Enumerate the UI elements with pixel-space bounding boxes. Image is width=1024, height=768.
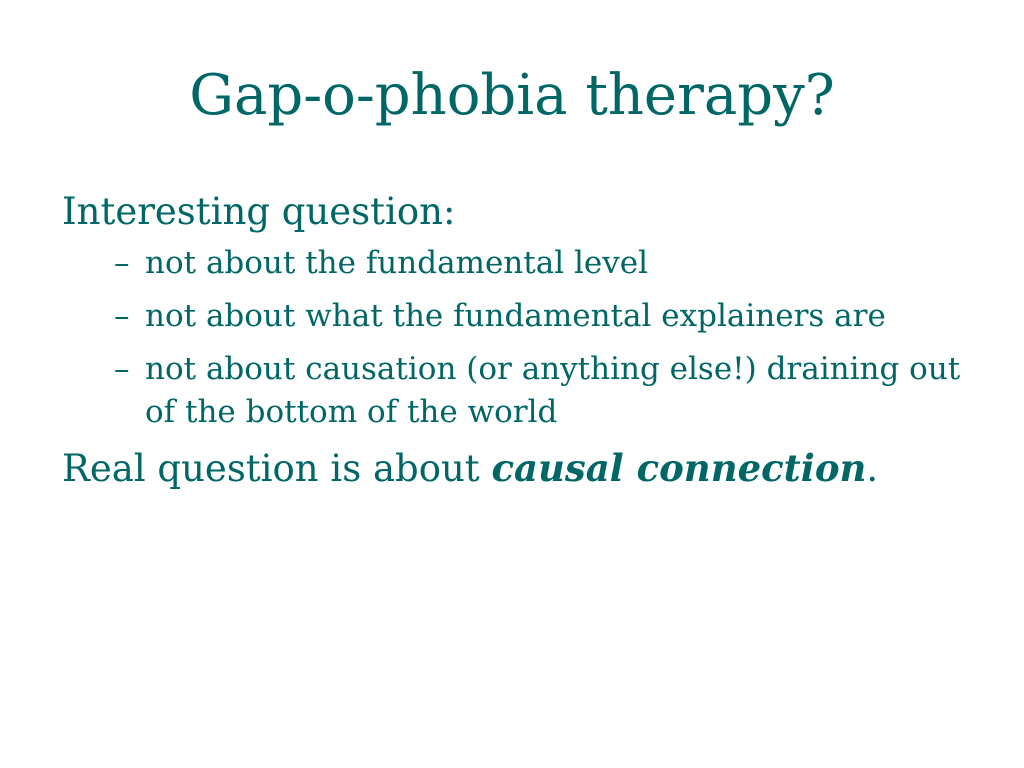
conclusion-point xyxy=(62,444,982,493)
conclusion-suffix: . xyxy=(866,447,879,490)
dash-bullet: – xyxy=(114,245,130,281)
conclusion-prefix: Real question is about xyxy=(62,447,492,490)
subpoint-item xyxy=(62,295,982,338)
subpoint-list xyxy=(62,242,982,434)
subpoint-text: not about the fundamental level xyxy=(145,245,649,281)
slide-title: Gap-o-phobia therapy? xyxy=(189,63,835,128)
subpoint-item xyxy=(62,348,982,434)
subpoint-text: not about causation (or anything else!) draining out of the bottom of the world xyxy=(145,351,961,430)
dash-bullet: – xyxy=(114,298,130,334)
dash-bullet: – xyxy=(114,351,130,387)
slide-body xyxy=(62,188,982,493)
subpoint-item xyxy=(62,242,982,285)
conclusion-emphasis: causal connection xyxy=(491,446,867,490)
subpoint-text: not about what the fundamental explainers are xyxy=(145,298,886,334)
intro-point: Interesting question: xyxy=(62,190,456,233)
